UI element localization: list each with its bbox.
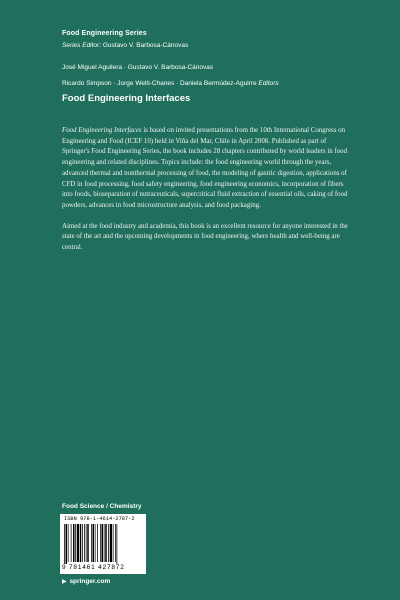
- editors-line-1: José Miguel Aguilera · Gustavo V. Barbosa-Cánovas: [62, 64, 214, 71]
- publisher-website[interactable]: [62, 578, 110, 585]
- description-book-title: Food Engineering Interfaces: [62, 127, 142, 134]
- editors-role: Editors: [258, 80, 279, 87]
- book-title: Food Engineering Interfaces: [62, 93, 191, 104]
- isbn-barcode: [60, 514, 146, 574]
- barcode-bars: [64, 524, 142, 564]
- series-title: Food Engineering Series: [62, 30, 147, 37]
- series-editor-label: Series Editor:: [62, 42, 102, 49]
- book-description: [62, 126, 354, 264]
- description-paragraph-2: Aimed at the food industry and academia, this book is an excellent resource for anyone interested in the state of the art and the upcoming developments in food engineering, where health and well-being are central.: [62, 222, 348, 252]
- editors-line-2: [62, 76, 279, 92]
- isbn-text: ISBN 978-1-4614-2787-2: [64, 516, 135, 522]
- book-editors: [62, 60, 279, 92]
- description-paragraph-1-text: is based on invited presentations from the 10th International Congress on Engineering and Food (ICEF 10) held in Viña del Mar, Chile in April 2008. Published as part of Springer's Food Engineering Series, the book includes 28 chapters contributed by world leaders in food engineering and related disciplines. Topics include: the food engineering world through the years, advanced thermal and nonthermal processing of food, the modeling of gastric digestion, applications of CFD in food processing, food safety engineering, food engineering economics, incorporation of fibers into foods, bioseparation of nutraceuticals, supercritical fluid extraction of essential oils, caking of food powders, advances in food microstructure analysis, and food packaging.: [62, 127, 348, 209]
- series-editor: [62, 42, 188, 49]
- series-editor-name: Gustavo V. Barbosa-Cánovas: [102, 42, 189, 49]
- description-paragraph-1: [62, 126, 354, 212]
- barcode-digits: 9 781461 427872: [62, 564, 125, 571]
- arrow-icon: ▶: [62, 579, 67, 585]
- subject-category: Food Science / Chemistry: [62, 503, 142, 510]
- website-url[interactable]: springer.com: [69, 578, 111, 585]
- editors-line-2-names: Ricardo Simpson · Jorge Welti-Chanes · Daniela Bermúdez-Aguirre: [62, 80, 257, 87]
